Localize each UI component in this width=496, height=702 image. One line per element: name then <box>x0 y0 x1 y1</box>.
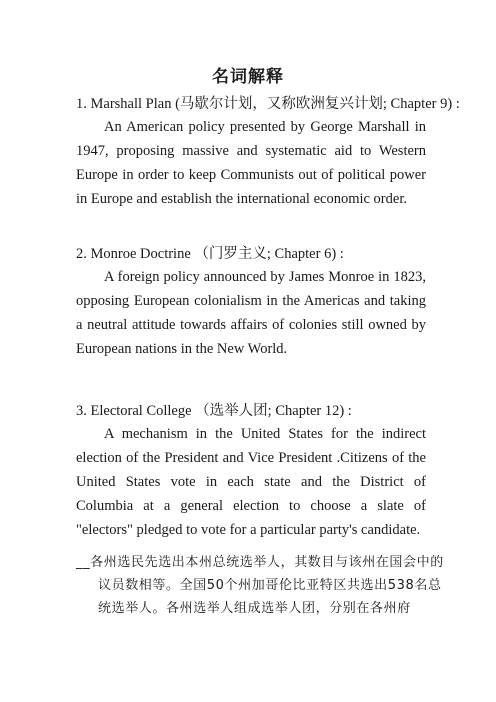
entry-marshall-plan <box>76 93 460 211</box>
entry-term: 1. Marshall Plan (马歇尔计划，又称欧洲复兴计划; Chapter 9) : <box>76 96 460 112</box>
chinese-note: __各州选民先选出本州总统选举人，其数目与该州在国会中的议员数相等。全国50个州加哥伦比亚特区共选出538名总统选举人。各州选举人组成选举人团，分别在各州府 <box>76 555 444 616</box>
entry-term: 2. Monroe Doctrine （门罗主义; Chapter 6) : <box>76 246 344 262</box>
entry-monroe-doctrine <box>76 243 426 361</box>
entry-definition: A mechanism in the United States for the indirect election of the President and Vice President .Citizens of the United States vote in each state and the District of Columbia at a general election to choose a slate of "electors" pledged to vote for a particular party's candidate. <box>76 426 426 538</box>
entry-term: 3. Electoral College （选举人团; Chapter 12) : <box>76 403 352 419</box>
entry-definition: An American policy presented by George Marshall in 1947, proposing massive and systematic aid to Western Europe in order to keep Communists out of political power in Europe and establish the international economic order. <box>76 119 426 207</box>
page-title: 名词解释 <box>212 67 284 87</box>
entry-electoral-college <box>76 400 426 542</box>
entry-definition: A foreign policy announced by James Monroe in 1823, opposing European colonialism in the Americas and taking a neutral attitude towards affairs of colonies still owned by European nations in the New World. <box>76 269 426 357</box>
